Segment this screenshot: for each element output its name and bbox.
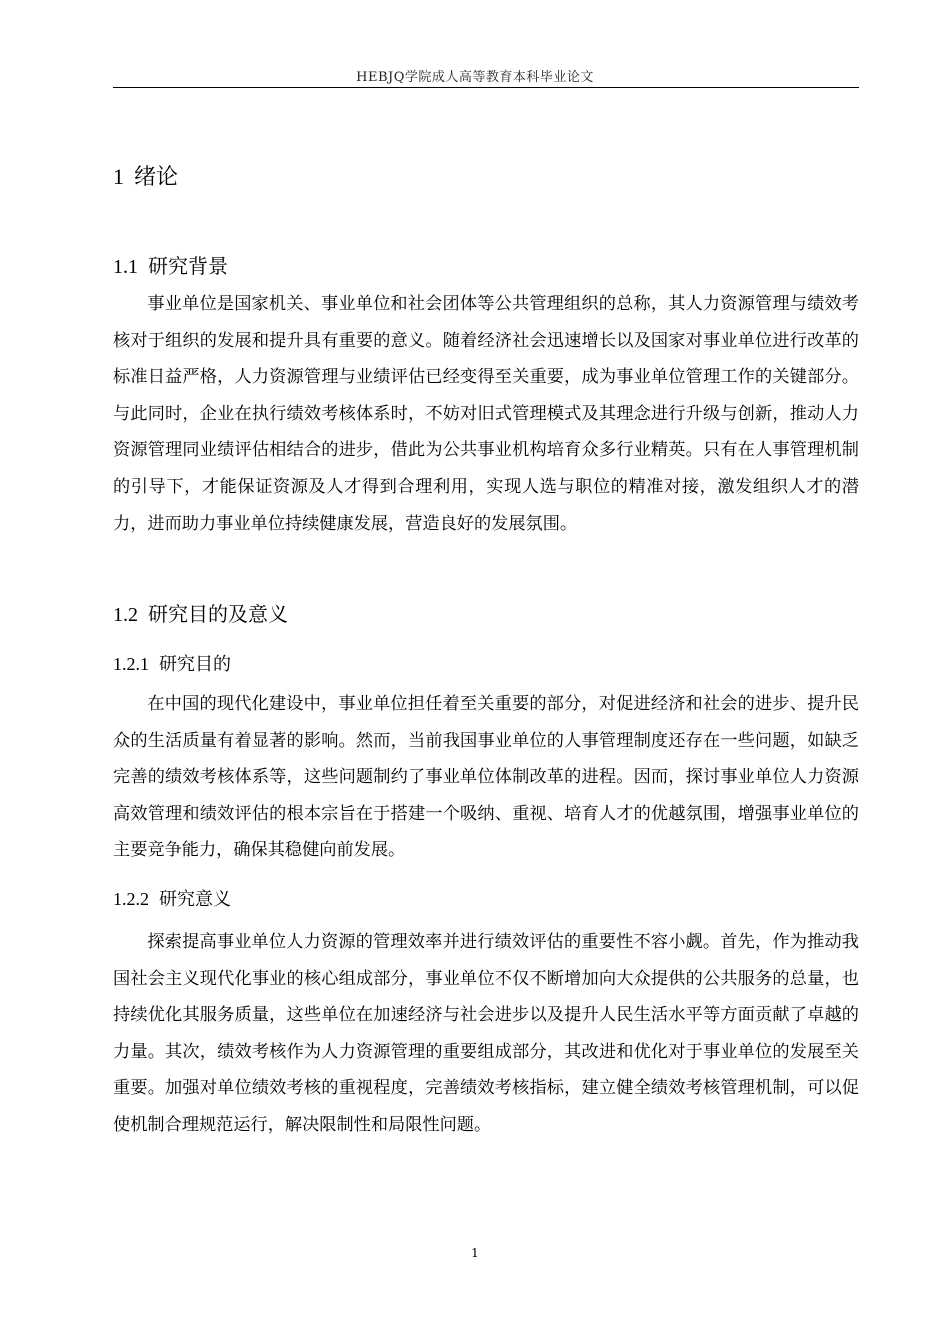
paragraph-background: 事业单位是国家机关、事业单位和社会团体等公共管理组织的总称，其人力资源管理与绩效考核对于组织的发展和提升具有重要的意义。随着经济社会迅速增长以及国家对事业单位进行改革的标准日益严格，人力资源管理与业绩评估已经变得至关重要，成为事业单位管理工作的关键部分。与此同时，企业在执行绩效考核体系时，不妨对旧式管理模式及其理念进行升级与创新，推动人力资源管理同业绩评估相结合的进步，借此为公共事业机构培育众多行业精英。只有在人事管理机制的引导下，才能保证资源及人才得到合理利用，实现人选与职位的精准对接，激发组织人才的潜力，进而助力事业单位持续健康发展，营造良好的发展氛围。 [113, 294, 859, 534]
subsection-heading-1-2-2 [113, 885, 231, 911]
section-number: 1.1 [113, 256, 138, 278]
chapter-heading [113, 160, 178, 191]
section-title: 研究背景 [148, 254, 228, 278]
subsection-title: 研究目的 [159, 654, 231, 675]
subsection-heading-1-2-1 [113, 650, 231, 676]
subsection-title: 研究意义 [159, 889, 231, 910]
running-header: HEBJQ学院成人高等教育本科毕业论文 [356, 70, 594, 85]
section-heading-1-1 [113, 250, 228, 279]
section-heading-1-2 [113, 598, 288, 627]
chapter-number: 1 [113, 164, 124, 189]
paragraph-purpose: 在中国的现代化建设中，事业单位担任着至关重要的部分，对促进经济和社会的进步、提升民众的生活质量有着显著的影响。然而，当前我国事业单位的人事管理制度还存在一些问题，如缺乏完善的绩效考核体系等，这些问题制约了事业单位体制改革的进程。因而，探讨事业单位人力资源高效管理和绩效评估的根本宗旨在于搭建一个吸纳、重视、培育人才的优越氛围，增强事业单位的主要竞争能力，确保其稳健向前发展。 [113, 694, 859, 861]
section-number: 1.2 [113, 604, 138, 626]
subsection-number: 1.2.2 [113, 889, 149, 909]
subsection-number: 1.2.1 [113, 654, 149, 674]
page-number: 1 [471, 1246, 479, 1260]
paragraph-significance: 探索提高事业单位人力资源的管理效率并进行绩效评估的重要性不容小觑。首先，作为推动我国社会主义现代化事业的核心组成部分，事业单位不仅不断增加向大众提供的公共服务的总量，也持续优化其服务质量，这些单位在加速经济与社会进步以及提升人民生活水平等方面贡献了卓越的力量。其次，绩效考核作为人力资源管理的重要组成部分，其改进和优化对于事业单位的发展至关重要。加强对单位绩效考核的重视程度，完善绩效考核指标，建立健全绩效考核管理机制，可以促使机制合理规范运行，解决限制性和局限性问题。 [113, 932, 859, 1135]
section-title: 研究目的及意义 [148, 602, 288, 626]
chapter-title: 绪论 [134, 165, 179, 190]
header-divider [113, 87, 859, 88]
